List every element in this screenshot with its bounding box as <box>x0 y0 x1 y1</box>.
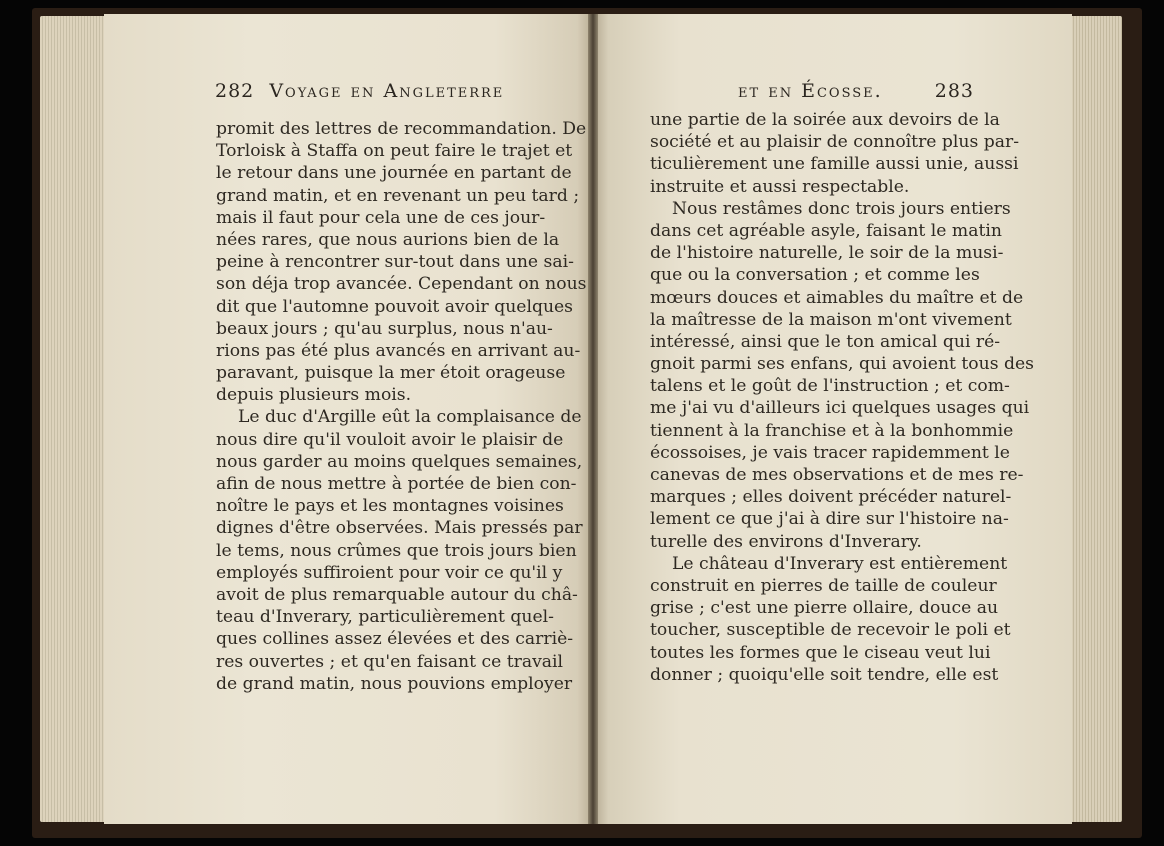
text-line: employés suffiroient pour voir ce qu'il y <box>216 562 563 583</box>
text-line: dignes d'être observées. Mais pressés par <box>216 518 583 539</box>
left-page-text <box>216 118 587 695</box>
text-line: peine à rencontrer sur-tout dans une sai- <box>216 252 574 273</box>
page-edges-right <box>1068 16 1122 822</box>
text-line: afin de nous mettre à portée de bien con- <box>216 474 577 494</box>
text-line: me j'ai vu d'ailleurs ici quelques usages qui <box>650 398 1030 419</box>
text-line: donner ; quoiqu'elle soit tendre, elle est <box>650 664 999 685</box>
text-line: de l'histoire naturelle, le soir de la musi- <box>650 243 1004 264</box>
text-line: construit en pierres de taille de couleur <box>650 575 997 596</box>
text-line: lement ce que j'ai à dire sur l'histoire na- <box>650 509 1009 530</box>
text-line: grise ; c'est une pierre ollaire, douce au <box>650 598 999 619</box>
text-line: la maîtresse de la maison m'ont vivement <box>650 309 1012 330</box>
right-page-number: 283 <box>934 80 974 102</box>
left-page-number: 282 <box>215 80 255 102</box>
text-line: Nous restâmes donc trois jours entiers <box>672 198 1011 219</box>
text-line: toucher, susceptible de recevoir le poli et <box>650 620 1011 641</box>
text-line: depuis plusieurs mois. <box>216 385 412 406</box>
text-line: son déja trop avancée. Cependant on nous <box>216 274 587 295</box>
text-line: canevas de mes observations et de mes re- <box>650 465 1024 485</box>
text-line: promit des lettres de recommandation. De <box>216 119 587 139</box>
text-line: avoit de plus remarquable autour du châ- <box>216 584 578 605</box>
text-line: une partie de la soirée aux devoirs de la <box>650 110 1000 130</box>
text-line: toutes les formes que le ciseau veut lui <box>650 642 991 663</box>
text-line: res ouvertes ; et qu'en faisant ce travail <box>216 651 564 672</box>
text-line: intéressé, ainsi que le ton amical qui ré- <box>650 331 1001 352</box>
text-line: écossoises, je vais tracer rapidemment le <box>650 442 1010 463</box>
text-line: paravant, puisque la mer étoit orageuse <box>216 363 566 384</box>
right-running-title: et en Écosse. <box>738 80 883 102</box>
text-line: noître le pays et les montagnes voisines <box>216 496 564 517</box>
book-gutter <box>588 14 598 824</box>
left-page-header <box>215 80 504 114</box>
text-line: mais il faut pour cela une de ces jour- <box>216 207 546 228</box>
text-line: talens et le goût de l'instruction ; et com- <box>650 376 1010 397</box>
text-line: le retour dans une journée en partant de <box>216 163 572 184</box>
text-line: rions pas été plus avancés en arrivant au- <box>216 340 581 361</box>
text-line: de grand matin, nous pouvions employer <box>216 673 573 694</box>
text-line: ques collines assez élevées et des carriè- <box>216 629 574 650</box>
text-line: mœurs douces et aimables du maître et de <box>650 287 1024 308</box>
page-edges-left <box>40 16 110 822</box>
text-line: tiennent à la franchise et à la bonhommie <box>650 420 1014 441</box>
text-line: Le duc d'Argille eût la complaisance de <box>238 407 582 428</box>
text-line: marques ; elles doivent précéder naturel- <box>650 487 1012 508</box>
text-line: gnoit parmi ses enfans, qui avoient tous des <box>650 354 1034 375</box>
text-line: dans cet agréable asyle, faisant le matin <box>650 220 1002 241</box>
text-line: turelle des environs d'Inverary. <box>650 531 922 552</box>
text-line: grand matin, et en revenant un peu tard ; <box>216 185 580 206</box>
text-line: nous garder au moins quelques semaines, <box>216 451 583 472</box>
text-line: instruite et aussi respectable. <box>650 176 910 197</box>
text-line: nous dire qu'il vouloit avoir le plaisir de <box>216 429 564 450</box>
text-line: teau d'Inverary, particulièrement quel- <box>216 607 554 628</box>
text-line: que ou la conversation ; et comme les <box>650 265 980 286</box>
text-line: ticulièrement une famille aussi unie, aussi <box>650 154 1019 175</box>
text-line: Le château d'Inverary est entièrement <box>672 553 1008 574</box>
text-line: nées rares, que nous aurions bien de la <box>216 229 560 250</box>
text-line: le tems, nous crûmes que trois jours bien <box>216 540 577 561</box>
text-line: société et au plaisir de connoître plus par- <box>650 132 1020 153</box>
text-line: beaux jours ; qu'au surplus, nous n'au- <box>216 318 553 339</box>
right-page-text <box>650 109 1034 686</box>
text-line: dit que l'automne pouvoit avoir quelques <box>216 296 574 317</box>
text-line: Torloisk à Staffa on peut faire le trajet et <box>216 141 573 162</box>
left-running-title: Voyage en Angleterre <box>269 80 505 102</box>
